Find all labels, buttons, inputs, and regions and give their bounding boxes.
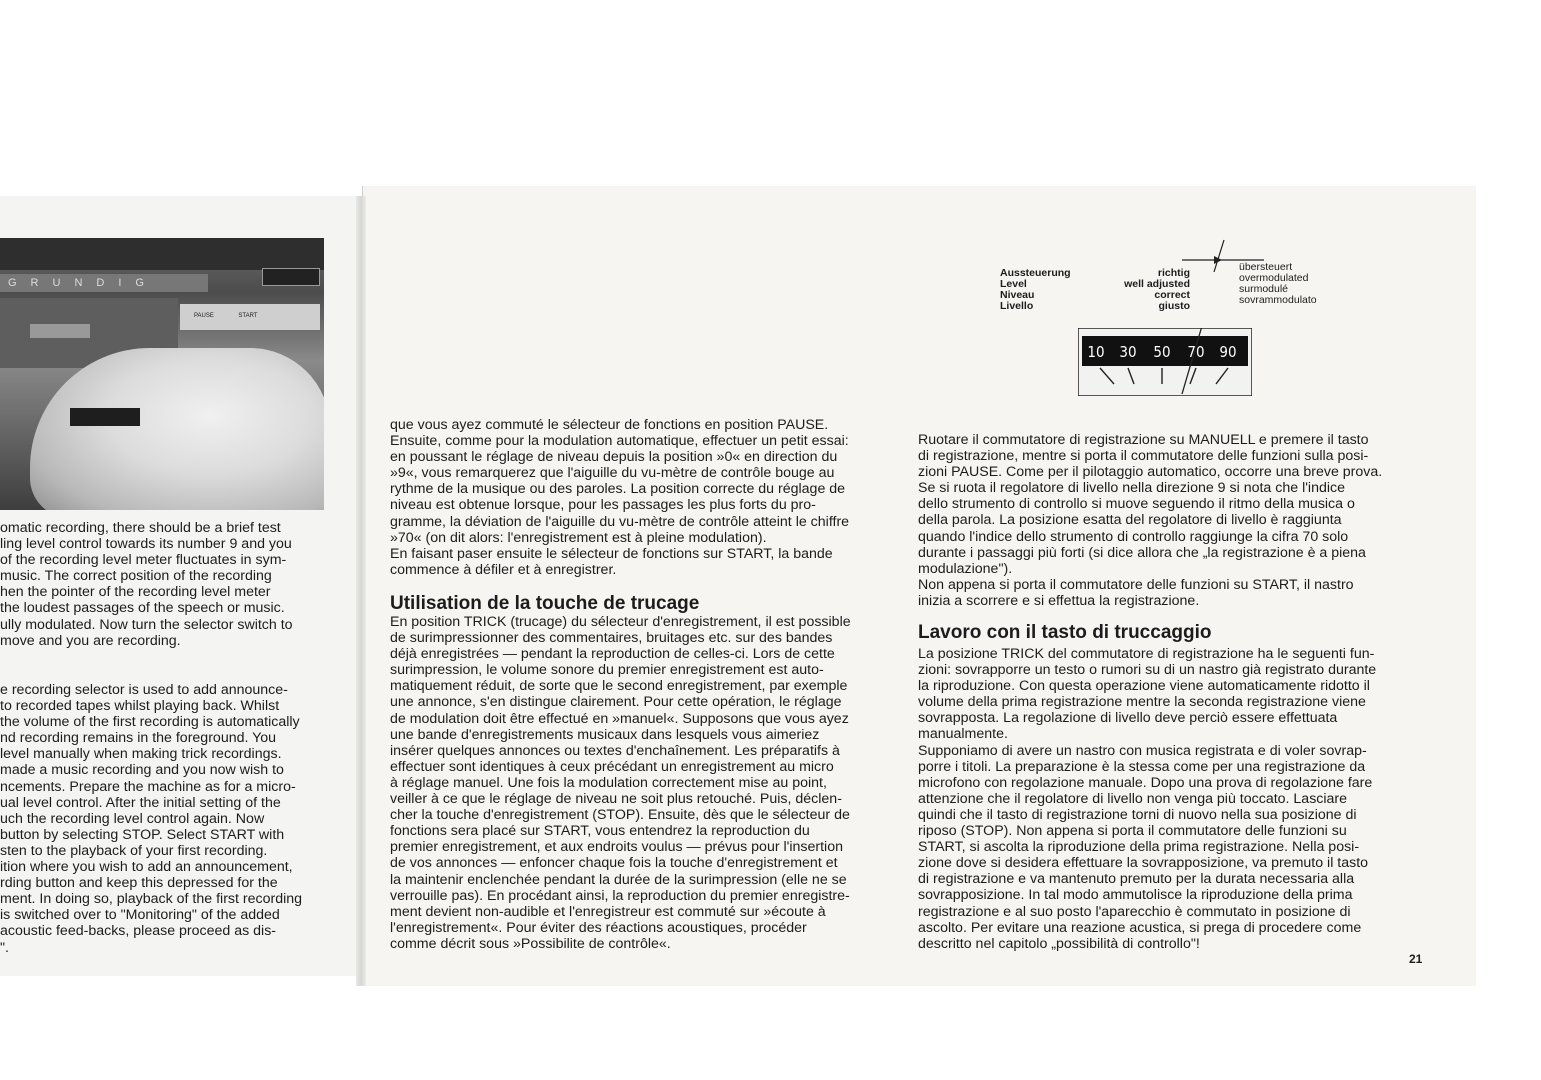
text-line: à réglage manuel. Une fois la modulation correctement mise au point,	[390, 774, 827, 791]
text-line: veiller à ce que le réglage de niveau ne soit plus retouché. Puis, déclen-	[390, 791, 842, 808]
text-line: gramme, la déviation de l'aiguille du vu-mètre de contrôle atteint le chiffre	[390, 513, 850, 530]
meter-tick-label: 50	[1153, 343, 1171, 361]
text-line: acoustic feed-backs, please proceed as dis-	[0, 923, 277, 940]
text-line: made a music recording and you now wish to	[0, 762, 284, 779]
text-line: microfono con regolazione manuale. Dopo una prova di regolazione fare	[918, 774, 1373, 791]
text-line: of the recording level meter fluctuates in sym-	[0, 552, 287, 569]
meter-label: surmodulé	[1239, 283, 1289, 295]
text-line: della parola. La posizione esatta del regolatore di livello è raggiunta	[918, 512, 1342, 529]
text-line: la maintenir enclenchée pendant la durée de la surimpression (elle ne se	[390, 871, 847, 888]
text-line: déjà enregistrées — pendant la reproduction de celles-ci. Lors de cette	[390, 646, 835, 663]
meter-label: sovrammodulato	[1239, 294, 1317, 306]
english-paragraph-2	[0, 682, 330, 956]
meter-label: Livello	[1000, 300, 1034, 312]
level-meter-diagram	[1078, 328, 1252, 396]
text-line: to recorded tapes whilst playing back. Whilst	[0, 698, 280, 715]
text-line: »70« (on dit alors: l'enregistrement est à pleine modulation).	[390, 529, 767, 546]
text-line: sovrapposizione. In tal modo ammutolisce la riproduzione della prima	[918, 887, 1353, 904]
photo-key-start: START	[238, 313, 258, 319]
text-line: rding button and keep this depressed for the	[0, 875, 278, 892]
text-line: volume della prima registrazione mentre la seconda registrazione viene	[918, 694, 1366, 711]
text-line: ascolto. Per evitare una reazione acustica, si prega di procedere come	[918, 919, 1362, 936]
text-line: surimpression, le volume sonore du premier enregistrement est auto-	[390, 662, 824, 679]
meter-tick-label: 30	[1119, 343, 1137, 361]
photo-model-plate	[30, 324, 90, 338]
text-line: Se si ruota il regolatore di livello nella direzione 9 si nota che l'indice	[918, 480, 1345, 497]
text-line: durante i passaggi più forti (si dice allora che „la registrazione è a piena	[918, 544, 1366, 561]
text-line: e recording selector is used to add announce-	[0, 682, 288, 698]
page-number: 21	[1409, 952, 1423, 966]
text-line: en poussant le réglage de niveau depuis la position »0« en direction du	[390, 449, 838, 466]
text-line: insérer quelques annonces ou textes d'enchaînement. Les préparatifs à	[390, 742, 840, 759]
text-line: di registrazione, mentre si porta il commutatore delle funzioni sulla posi-	[918, 448, 1369, 465]
text-line: descritto nel capitolo „possibilità di controllo"!	[918, 935, 1200, 952]
meter-pointer-line	[1214, 240, 1224, 272]
text-line: omatic recording, there should be a brief test	[0, 520, 281, 536]
meter-label: Niveau	[1000, 289, 1035, 301]
meter-label: Level	[1000, 278, 1027, 290]
text-line: »9«, vous remarquerez que l'aiguille du vu-mètre de contrôle bouge au	[390, 465, 835, 482]
photo-key-pause: PAUSE	[194, 313, 214, 319]
text-line: Ruotare il commutatore di registrazione su MANUELL e premere il tasto	[918, 432, 1369, 448]
text-line: registrazione e al suo posto l'aparecchio è commutato in posizione di	[918, 903, 1351, 920]
text-line: modulazione").	[918, 560, 1013, 577]
book-spine	[356, 196, 366, 986]
meter-label: übersteuert	[1239, 261, 1293, 273]
text-line: porre i titoli. La preparazione è la stessa come per una registrazione da	[918, 758, 1366, 775]
photo-brand: GRUNDIG	[0, 274, 208, 292]
text-line: premier enregistrement, et aux endroits voulus — prévus pour l'insertion	[390, 839, 843, 856]
text-line: sovrapposta. La regolazione di livello deve perciò essere effettuata	[918, 710, 1338, 727]
text-line: manualmente.	[918, 726, 1008, 743]
photo-counter	[262, 268, 320, 286]
text-line: move and you are recording.	[0, 632, 181, 649]
text-line: ".	[0, 939, 9, 956]
text-line: Ensuite, comme pour la modulation automatique, effectuer un petit essai:	[390, 433, 849, 450]
italian-section-heading: Lavoro con il tasto di truccaggio	[918, 622, 1212, 643]
photo-tape-slot	[70, 408, 140, 426]
text-line: level manually when making trick recordings.	[0, 746, 282, 763]
text-line: la riproduzione. Con questa operazione viene automaticamente ridotto il	[918, 678, 1370, 695]
text-line: attenzione che il regolatore di livello non venga più toccato. Lasciare	[918, 790, 1348, 807]
tape-recorder-photo	[0, 238, 324, 510]
meter-tick-label: 90	[1219, 343, 1237, 361]
text-line: de modulation doit être effectué en »manuel«. Supposons que vous ayez	[390, 710, 849, 727]
text-line: rythme de la musique ou des paroles. La position correcte du réglage de	[390, 481, 846, 498]
text-line: que vous ayez commuté le sélecteur de fonctions en position PAUSE.	[390, 417, 829, 433]
french-section-heading: Utilisation de la touche de trucage	[390, 593, 700, 614]
meter-arrow-diagram	[1180, 238, 1270, 272]
meter-tick-label: 10	[1087, 343, 1105, 361]
text-line: La posizione TRICK del commutatore di registrazione ha le seguenti fun-	[918, 646, 1375, 662]
meter-label: overmodulated	[1239, 272, 1309, 284]
text-line: the loudest passages of the speech or music.	[0, 600, 285, 617]
text-line: cher la touche d'enregistrement (STOP). Ensuite, dès que le sélecteur de	[390, 807, 850, 824]
text-line: fonctions sera placé sur START, vous entendrez la reproduction du	[390, 823, 810, 840]
meter-label: well adjusted	[1124, 278, 1190, 290]
text-line: the volume of the first recording is automatically	[0, 714, 300, 731]
meter-label: correct	[1154, 289, 1190, 301]
photo-hand	[30, 348, 324, 510]
text-line: ment devient non-audible et l'enregistreur est commuté sur »écoute à	[390, 903, 826, 920]
meter-label: giusto	[1158, 300, 1190, 312]
text-line: dello strumento di controllo si muove seguendo il ritmo della musica o	[918, 496, 1355, 513]
text-line: START, si ascolta la riproduzione della prima registrazione. Nella posi-	[918, 839, 1360, 856]
text-line: En position TRICK (trucage) du sélecteur d'enregistrement, il est possible	[390, 614, 851, 630]
text-line: une annonce, s'en distingue clairement. Pour cette opération, le réglage	[390, 694, 842, 711]
text-line: ully modulated. Now turn the selector switch to	[0, 616, 293, 633]
italian-paragraph-1	[918, 432, 1423, 609]
italian-paragraph-2	[918, 646, 1423, 952]
text-line: commence à défiler et à enregistrer.	[390, 561, 617, 578]
meter-label: Aussteuerung	[1000, 267, 1071, 279]
text-line: music. The correct position of the recording	[0, 568, 272, 585]
text-line: verrouille pas). En procédant ainsi, la reproduction du premier enregistre-	[390, 887, 850, 904]
text-line: uch the recording level control again. Now	[0, 810, 265, 827]
text-line: ual level control. After the initial setting of the	[0, 794, 281, 811]
meter-tick-label: 70	[1187, 343, 1205, 361]
text-line: ling level control towards its number 9 and you	[0, 536, 292, 553]
text-line: quando l'indice dello strumento di controllo raggiunge la cifra 70 solo	[918, 528, 1349, 545]
text-line: is switched over to "Monitoring" of the added	[0, 907, 280, 924]
english-paragraph-1	[0, 520, 330, 649]
text-line: de surimpressionner des commentaires, bruitages etc. sur des bandes	[390, 630, 833, 647]
text-line: Non appena si porta il commutatore delle funzioni su START, il nastro	[918, 576, 1354, 593]
text-line: zione dove si desidera effettuare la sovrapposizione, va premuto il tasto	[918, 855, 1369, 872]
text-line: effectuer sont identiques à ceux précédant un enregistrement au micro	[390, 758, 834, 775]
text-line: niveau est obtenue lorsque, pour les passages les plus forts du pro-	[390, 497, 816, 514]
photo-keys	[180, 304, 320, 330]
text-line: inizia a scorrere e si effettua la registrazione.	[918, 592, 1200, 609]
meter-labels-mid	[1104, 268, 1190, 312]
text-line: ition where you wish to add an announcement,	[0, 859, 293, 876]
text-line: de vos annonces — enfoncer chaque fois la touche d'enregistrement et	[390, 855, 838, 872]
text-line: di registrazione e va mantenuto premuto per la durata necessaria alla	[918, 871, 1355, 888]
text-line: hen the pointer of the recording level meter	[0, 584, 271, 601]
text-line: une bande d'enregistrements musicaux dans lesquels vous aimeriez	[390, 726, 820, 743]
text-line: ment. In doing so, playback of the first recording	[0, 891, 303, 908]
text-line: matiquement réduit, de sorte que le second enregistrement, par exemple	[390, 678, 848, 695]
french-paragraph-1	[390, 417, 894, 578]
meter-label: richtig	[1157, 267, 1190, 279]
text-line: En faisant paser ensuite le sélecteur de fonctions sur START, la bande	[390, 545, 833, 562]
meter-labels-left	[1000, 268, 1071, 312]
text-line: quindi che il tasto di registrazione torni di nuovo nella sua posizione di	[918, 806, 1357, 823]
text-line: zioni: sovrapporre un testo o rumori su di un nastro già registrato durante	[918, 662, 1377, 679]
text-line: l'enregistrement«. Pour éviter des réactions acoustiques, procéder	[390, 919, 807, 936]
photo-panel	[0, 238, 324, 270]
text-line: comme décrit sous »Possibilite de contrôle«.	[390, 935, 671, 952]
text-line: riposo (STOP). Non appena si porta il commutatore delle funzioni su	[918, 823, 1347, 840]
text-line: nd recording remains in the foreground. You	[0, 730, 277, 747]
text-line: zioni PAUSE. Come per il pilotaggio automatico, occorre una breve prova.	[918, 464, 1383, 481]
text-line: button by selecting STOP. Select START with	[0, 826, 285, 843]
text-line: Supponiamo di avere un nastro con musica registrata e di voler sovrap-	[918, 742, 1367, 759]
french-paragraph-2	[390, 614, 894, 952]
text-line: sten to the playback of your first recording.	[0, 842, 268, 859]
text-line: ncements. Prepare the machine as for a micro-	[0, 778, 296, 795]
